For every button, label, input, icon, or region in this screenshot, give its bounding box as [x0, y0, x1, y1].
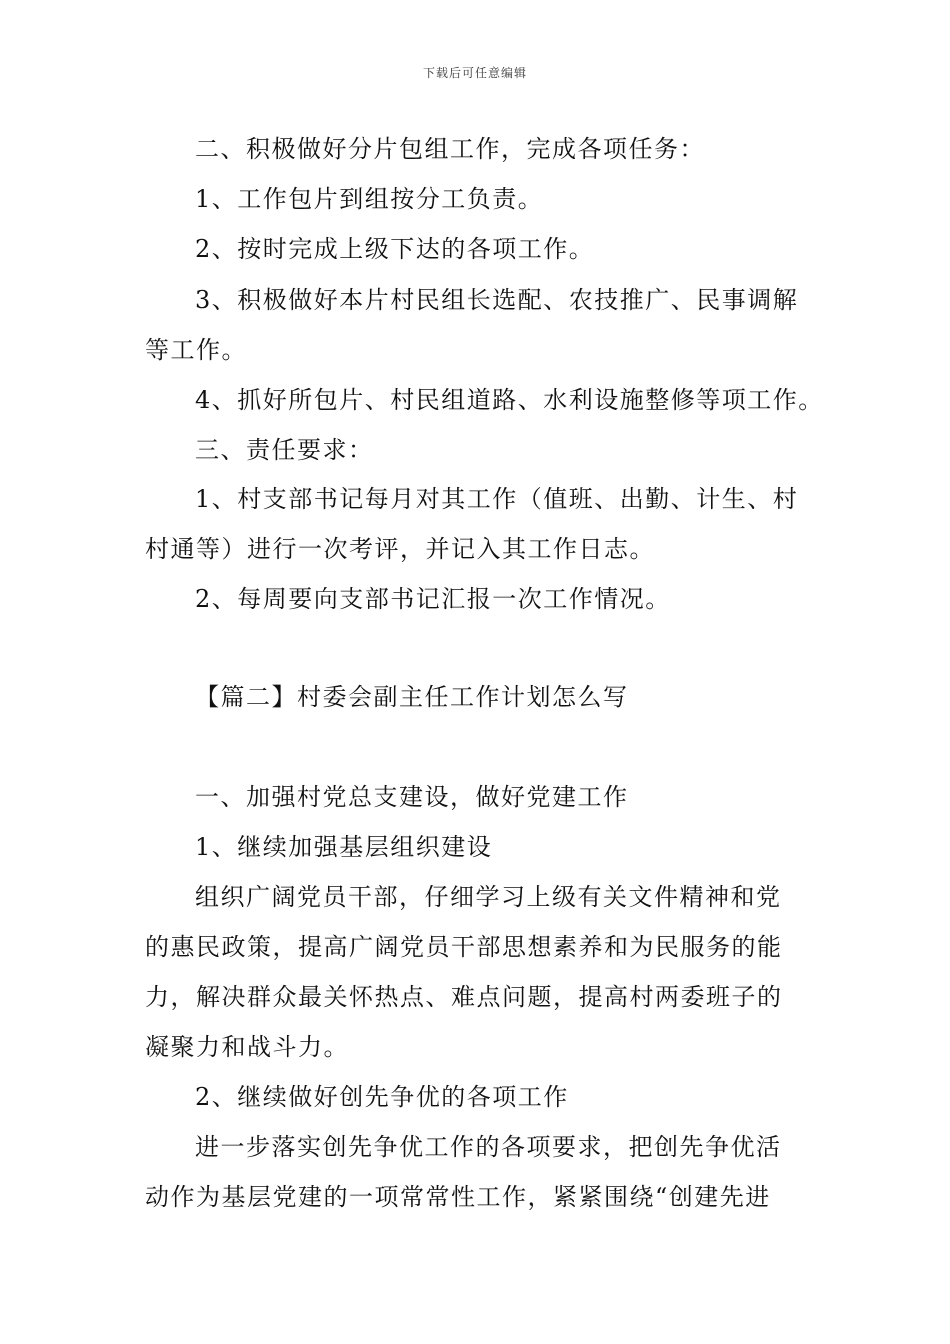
subsection-heading: 1、继续加强基层组织建设 — [195, 833, 493, 861]
paragraph-line: 动作为基层党建的一项常常性工作，紧紧围绕“创建先进 — [145, 1183, 771, 1211]
paragraph-line: 的惠民政策，提高广阔党员干部思想素养和为民服务的能 — [145, 933, 783, 961]
article-title: 【篇二】村委会副主任工作计划怎么写 — [195, 683, 629, 711]
paragraph-line: 村通等）进行一次考评，并记入其工作日志。 — [145, 535, 655, 563]
paragraph-line: 组织广阔党员干部，仔细学习上级有关文件精神和党 — [195, 883, 782, 911]
paragraph-line: 1、工作包片到组按分工负责。 — [195, 185, 544, 213]
page-header-note: 下载后可任意编辑 — [422, 66, 527, 80]
subsection-heading: 2、继续做好创先争优的各项工作 — [195, 1083, 569, 1111]
paragraph-line: 凝聚力和战斗力。 — [145, 1033, 349, 1061]
paragraph-line: 2、按时完成上级下达的各项工作。 — [195, 235, 595, 263]
section-heading: 三、责任要求： — [195, 436, 374, 464]
paragraph-line: 等工作。 — [145, 336, 247, 364]
paragraph-line: 2、每周要向支部书记汇报一次工作情况。 — [195, 585, 671, 613]
paragraph-line: 二、积极做好分片包组工作，完成各项任务： — [195, 135, 705, 163]
section-heading: 一、加强村党总支建设，做好党建工作 — [195, 783, 629, 811]
paragraph-line: 4、抓好所包片、村民组道路、水利设施整修等项工作。 — [195, 386, 824, 414]
paragraph-line: 3、积极做好本片村民组长选配、农技推广、民事调解 — [195, 286, 799, 314]
paragraph-line: 进一步落实创先争优工作的各项要求，把创先争优活 — [195, 1133, 782, 1161]
paragraph-line: 1、村支部书记每月对其工作（值班、出勤、计生、村 — [195, 485, 799, 513]
paragraph-line: 力，解决群众最关怀热点、难点问题，提高村两委班子的 — [145, 983, 783, 1011]
